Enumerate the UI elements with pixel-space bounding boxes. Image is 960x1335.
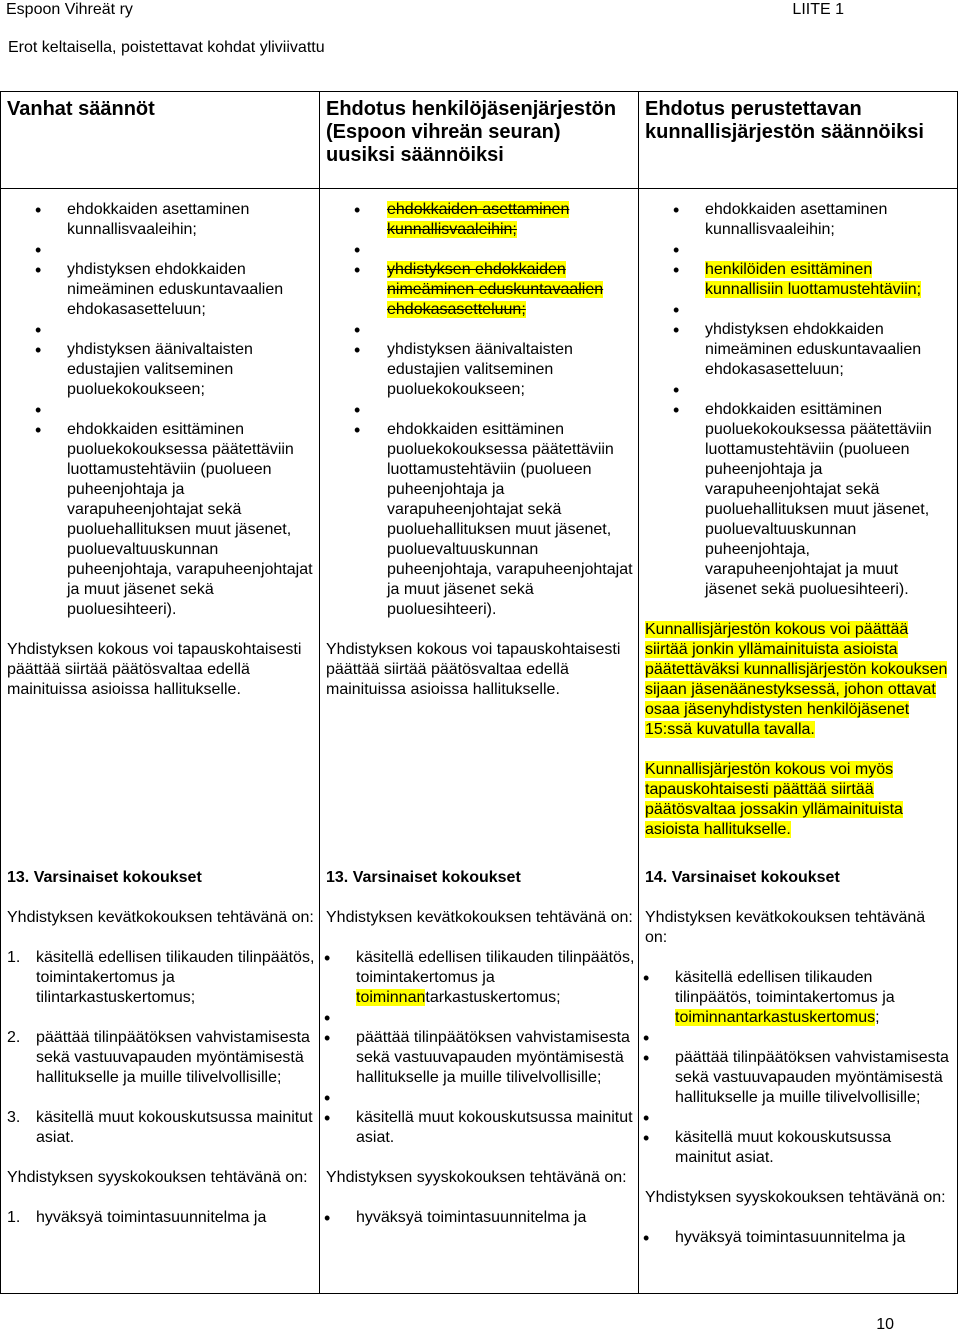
list-item: • käsitellä edellisen tilikauden tilinpäätös, toimintakertomus ja toiminnantarkastuskertomus; [296, 948, 636, 1008]
paragraph: Kunnallisjärjestön kokous voi päättää siirtää jonkin yllämainituista asioista päätettäväksi kunnallisjärjestön kokouksen sijaan jäsenäänestyksessä, johon ottavat osaa jäsenyhdistysten henkilöjäsenet 15:ssä kuvatulla tavalla. [645, 621, 948, 738]
list-item: • yhdistyksen ehdokkaiden nimeäminen eduskuntavaalien ehdokasasetteluun; [326, 260, 636, 320]
list-item: • käsitellä muut kokouskutsussa mainitut asiat. [615, 1128, 950, 1168]
list-item: • ehdokkaiden esittäminen puoluekokouksessa päätettäviin luottamustehtäviin (puolueen puheenjohtaja ja varapuheenjohtajat sekä puoluehallituksen muut jäsenet, puoluevaltuuskunnan puheenjohtaja, varapuheenjohtajat ja muut jäsenet sekä puoluesihteeri). [326, 420, 636, 620]
list-item: • päättää tilinpäätöksen vahvistamisesta sekä vastuuvapauden myöntämisestä hallitukselle ja muille tilivelvollisille; [296, 1028, 636, 1088]
table-top-border [0, 91, 958, 92]
list-item: • käsitellä muut kokouskutsussa mainitut asiat. [296, 1108, 636, 1148]
section-heading: 13. Varsinaiset kokoukset [7, 869, 202, 886]
spacer [7, 400, 317, 420]
list-item: • henkilöiden esittäminen kunnallisiin luottamustehtäviin; [645, 260, 950, 300]
column-heading-proposal-kunnallisjarjesto: Ehdotus perustettavan kunnallisjärjestön säännöiksi [645, 98, 924, 143]
paragraph: Yhdistyksen kokous voi tapauskohtaisesti päättää siirtää päätösvaltaa edellä mainituissa asioissa hallitukselle. [7, 641, 302, 698]
spring-duties-list [296, 948, 636, 1148]
paragraph: Yhdistyksen syyskokouksen tehtävänä on: [645, 1189, 946, 1206]
list-item: • ehdokkaiden asettaminen kunnallisvaaleihin; [7, 200, 317, 240]
list-item: • ehdokkaiden asettaminen kunnallisvaaleihin; [326, 200, 636, 240]
table-left-border [0, 91, 1, 1294]
table-right-border [957, 91, 958, 1294]
section-heading: 14. Varsinaiset kokoukset [645, 869, 840, 886]
list-item: • yhdistyksen äänivaltaisten edustajien valitseminen puoluekokoukseen; [7, 340, 317, 400]
spring-duties-list [615, 968, 950, 1168]
proposal-kunnallisjarjesto-column [645, 200, 950, 840]
proposal-kunnallisjarjesto-section-14 [645, 868, 950, 1248]
list-item: 3. käsitellä muut kokouskutsussa mainitut asiat. [7, 1109, 313, 1146]
list-item: • yhdistyksen ehdokkaiden nimeäminen eduskuntavaalien ehdokasasetteluun; [7, 260, 317, 320]
paragraph: Yhdistyksen kevätkokouksen tehtävänä on: [7, 909, 314, 926]
old-rules-column [7, 200, 317, 700]
list-item: • ehdokkaiden asettaminen kunnallisvaaleihin; [645, 200, 950, 240]
table-bottom-border [0, 1293, 958, 1294]
proposal-seura-section-13 [326, 868, 636, 1228]
spacer [7, 240, 317, 260]
paragraph: Yhdistyksen syyskokouksen tehtävänä on: [7, 1169, 308, 1186]
autumn-duties-list [7, 1208, 317, 1228]
organization-name: Espoon Vihreät ry [6, 1, 133, 18]
old-rules-duties-list [7, 200, 317, 620]
list-item: • päättää tilinpäätöksen vahvistamisesta sekä vastuuvapauden myöntämisestä hallitukselle ja muille tilivelvollisille; [615, 1048, 950, 1108]
section-heading: 13. Varsinaiset kokoukset [326, 869, 521, 886]
legend-note: Erot keltaisella, poistettavat kohdat yliviivattu [8, 39, 325, 56]
list-item: 1. hyväksyä toimintasuunnitelma ja [7, 1209, 267, 1226]
spacer [7, 320, 317, 340]
list-item: • hyväksyä toimintasuunnitelma ja [615, 1228, 950, 1248]
list-item: • ehdokkaiden esittäminen puoluekokouksessa päätettäviin luottamustehtäviin (puolueen puheenjohtaja ja varapuheenjohtajat sekä puoluehallituksen muut jäsenet, puoluevaltuuskunnan puheenjohtaja, varapuheenjohtajat ja muut jäsenet sekä puoluesihteeri). [645, 400, 950, 600]
autumn-duties-list [296, 1208, 636, 1228]
list-item: • yhdistyksen äänivaltaisten edustajien valitseminen puoluekokoukseen; [326, 340, 636, 400]
paragraph: Yhdistyksen kevätkokouksen tehtävänä on: [645, 909, 926, 946]
list-item: • ehdokkaiden esittäminen puoluekokouksessa päätettäviin luottamustehtäviin (puolueen puheenjohtaja ja varapuheenjohtajat sekä puoluehallituksen muut jäsenet, puoluevaltuuskunnan puheenjohtaja, varapuheenjohtajat ja muut jäsenet sekä puoluesihteeri). [7, 420, 317, 620]
page-number: 10 [876, 1316, 894, 1333]
proposal-kunnallisjarjesto-duties-list [645, 200, 950, 600]
paragraph: Yhdistyksen kokous voi tapauskohtaisesti päättää siirtää päätösvaltaa edellä mainituissa asioissa hallitukselle. [326, 641, 621, 698]
list-item: 1. käsitellä edellisen tilikauden tilinpäätös, toimintakertomus ja tilintarkastuskertomus; [7, 949, 315, 1006]
list-item: • hyväksyä toimintasuunnitelma ja [296, 1208, 636, 1228]
paragraph: Kunnallisjärjestön kokous voi myös tapauskohtaisesti päättää siirtää päätösvaltaa jossakin yllämainituista asioista hallitukselle. [645, 761, 903, 838]
list-item: 2. päättää tilinpäätöksen vahvistamisesta sekä vastuuvapauden myöntämisestä hallitukselle ja muille tilivelvollisille; [7, 1029, 310, 1086]
autumn-duties-list [615, 1228, 950, 1248]
appendix-label: LIITE 1 [792, 1, 844, 18]
spring-duties-list [7, 948, 317, 1148]
paragraph: Yhdistyksen kevätkokouksen tehtävänä on: [326, 909, 633, 926]
paragraph: Yhdistyksen syyskokouksen tehtävänä on: [326, 1169, 627, 1186]
column-heading-old-rules: Vanhat säännöt [7, 98, 155, 120]
old-rules-section-13 [7, 868, 317, 1228]
list-item: • yhdistyksen ehdokkaiden nimeäminen eduskuntavaalien ehdokasasetteluun; [645, 320, 950, 380]
proposal-seura-duties-list [326, 200, 636, 620]
proposal-seura-column [326, 200, 636, 700]
column-heading-proposal-seura: Ehdotus henkilöjäsenjärjestön (Espoon vihreän seuran) uusiksi säännöiksi [326, 98, 617, 166]
header-row-border [0, 188, 958, 189]
list-item: • käsitellä edellisen tilikauden tilinpäätös, toimintakertomus ja toiminnantarkastuskertomus; [615, 968, 950, 1028]
